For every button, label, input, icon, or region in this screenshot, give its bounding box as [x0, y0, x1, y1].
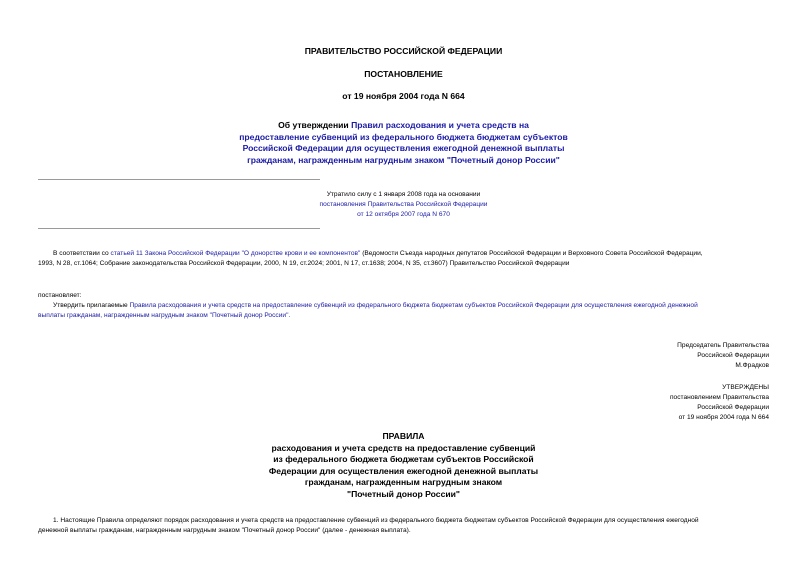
- status-line-1: Утратило силу с 1 января 2008 года на основании: [326, 191, 481, 198]
- divider-top: [38, 179, 320, 180]
- approval-block: [670, 383, 769, 423]
- clause-1-paragraph: [38, 516, 769, 536]
- approval-line-2: постановлением Правительства: [669, 394, 769, 401]
- signature-block: [677, 341, 769, 371]
- preamble-paragraph: [38, 249, 769, 269]
- preamble-lead: В соответствии со: [53, 250, 109, 257]
- resolves-line-2[interactable]: выплаты гражданам, награжденным нагрудным знаком "Почетный донор России".: [38, 312, 291, 319]
- approved-rules-link[interactable]: Правила расходования и учета средств на предоставление субвенций из федерального бюджета бюджетам субъектов Российской Федерации для осуществления ежегодной денежной: [129, 302, 698, 309]
- repeal-resolution-link[interactable]: постановления Правительства Российской Федерации: [319, 201, 488, 208]
- approval-line-4: от 19 ноября 2004 года N 664: [678, 414, 769, 421]
- clause-1-line-1: 1. Настоящие Правила определяют порядок расходования и учета средств на предоставление субвенций из федерального бюджета бюджетам субъектов Российской Федерации для осуществления ежегодной: [53, 517, 699, 524]
- approval-line-1: УТВЕРЖДЕНЫ: [722, 384, 769, 391]
- rules-heading-word: ПРАВИЛА: [382, 431, 425, 441]
- signature-line-2: Российской Федерации: [697, 352, 769, 359]
- rules-heading-line-3: Федерации для осуществления ежегодной денежной выплаты: [268, 465, 539, 476]
- law-article-link[interactable]: статьей 11 Закона Российской Федерации "О донорстве крови и ее компонентов": [110, 250, 361, 257]
- rules-heading-line-5: "Почетный донор России": [347, 488, 460, 499]
- divider-bottom: [38, 228, 320, 229]
- document-title: [0, 120, 807, 166]
- signature-line-1: Председатель Правительства: [677, 342, 769, 349]
- signature-name: М.Фрадков: [735, 362, 769, 369]
- title-line-2[interactable]: предоставление субвенций из федерального бюджета бюджетам субъектов: [239, 131, 568, 142]
- rules-heading-line-1: расходования и учета средств на предоставление субвенций: [271, 442, 536, 453]
- rules-heading: [0, 431, 807, 500]
- preamble-rest: (Ведомости Съезда народных депутатов Российской Федерации и Верховного Совета Российской Федерации,: [362, 250, 703, 257]
- title-line-3[interactable]: Российской Федерации для осуществления ежегодной денежной выплаты: [242, 143, 565, 153]
- preamble-line-2: 1993, N 28, ст.1064; Собрание законодательства Российской Федерации, 2000, N 19, ст.2024; 2001, N 17, ст.1638; 2004, N 35, ст.3607) Правительство Российской Федерации: [38, 260, 570, 267]
- status-note: [0, 190, 807, 220]
- title-prefix: Об утверждении: [278, 120, 349, 130]
- document-date: от 19 ноября 2004 года N 664: [342, 91, 465, 101]
- resolves-lead: Утвердить прилагаемые: [53, 302, 128, 309]
- document-type: ПОСТАНОВЛЕНИЕ: [364, 69, 443, 79]
- approval-line-3: Российской Федерации: [697, 404, 769, 411]
- rules-link[interactable]: Правил расходования и учета средств на: [351, 120, 529, 130]
- resolves-paragraph: [38, 301, 769, 321]
- rules-heading-line-2: из федерального бюджета бюджетам субъектов Российской: [273, 454, 534, 464]
- title-line-4[interactable]: гражданам, награжденным нагрудным знаком "Почетный донор России": [247, 154, 560, 165]
- clause-1-line-2: денежной выплаты гражданам, награжденным нагрудным знаком "Почетный донор России" (далее - денежная выплата).: [38, 527, 411, 534]
- repeal-date-link[interactable]: от 12 октября 2007 года N 670: [357, 211, 450, 218]
- resolves-word: постановляет:: [38, 292, 82, 299]
- government-title: ПРАВИТЕЛЬСТВО РОССИЙСКОЙ ФЕДЕРАЦИИ: [304, 46, 503, 56]
- rules-heading-line-4: гражданам, награжденным нагрудным знаком: [304, 477, 503, 487]
